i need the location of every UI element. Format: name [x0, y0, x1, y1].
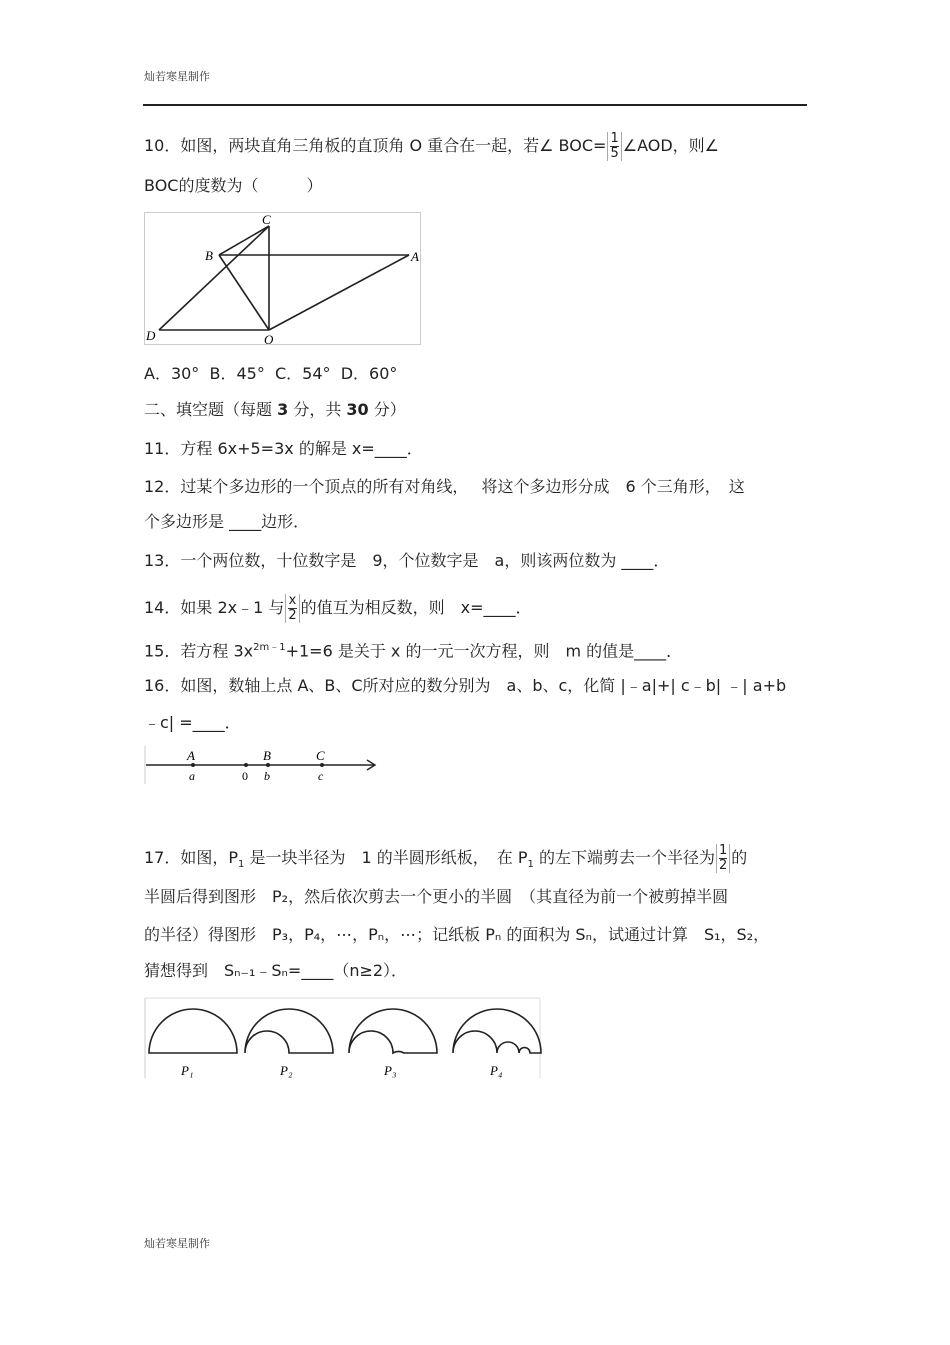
q14-frac-den: 2 — [288, 608, 297, 623]
label-p2: P₂ — [280, 1063, 293, 1078]
q17-frac-num: 1 — [718, 843, 728, 858]
point-a — [191, 763, 195, 767]
section-2-total: 30 — [346, 400, 369, 419]
q14 — [144, 594, 532, 623]
q10-line1 — [144, 132, 719, 161]
q10-line2: BOC的度数为（ ） — [144, 176, 323, 195]
q17-l1c: 的左下端剪去一个半径为 — [533, 848, 715, 867]
q16-line2: ﹣c| =____． — [144, 713, 241, 732]
label-p3: P₃ — [384, 1063, 397, 1078]
q17-semicircle-figures — [144, 996, 542, 1080]
shape-p1 — [149, 1009, 237, 1053]
point-c — [320, 763, 324, 767]
segment-cd — [159, 226, 269, 330]
q12-line1: 12．过某个多边形的一个顶点的所有对角线， 将这个多边形分成 6 个三角形， 这 — [144, 477, 745, 496]
q10-options: A．30° B．45° C．54° D．60° — [144, 364, 398, 383]
shape-p4 — [453, 1009, 541, 1053]
q17-l1d: 的 — [731, 848, 748, 867]
q17-fraction — [716, 844, 730, 873]
q10-fraction — [607, 132, 621, 161]
point-origin — [244, 763, 248, 767]
q10-triangle-figure — [144, 212, 422, 346]
q10-text-b: ∠AOD，则∠ — [622, 136, 719, 155]
q11: 11．方程 6x+5=3x 的解是 x=____． — [144, 439, 423, 458]
label-a-lower: a — [189, 769, 195, 783]
section-2-a: 二、填空题（每题 — [144, 400, 278, 419]
label-d: D — [146, 328, 156, 343]
point-b — [266, 763, 270, 767]
section-2-points: 3 — [277, 400, 289, 419]
label-c: C — [262, 212, 271, 227]
q15-exponent: 2m﹣1 — [253, 642, 286, 653]
q16-line1: 16．如图，数轴上点 A、B、C所对应的数分别为 a、b、c，化简 |﹣a|+| c﹣b| ﹣| a+b — [144, 676, 787, 695]
label-b: B — [205, 248, 213, 263]
q13: 13．一个两位数，十位数字是 9，个位数字是 a，则该两位数为 ____． — [144, 551, 670, 570]
q17-frac-den: 2 — [718, 858, 728, 873]
label-zero: 0 — [242, 769, 248, 783]
label-p4: P₄ — [490, 1063, 503, 1078]
q10-text-a: 10．如图，两块直角三角板的直顶角 O 重合在一起，若∠ BOC= — [144, 136, 607, 155]
q17-line3: 的半径）得图形 P₃，P₄，⋯，Pₙ，⋯；记纸板 Pₙ 的面积为 Sₙ，试通过计算 S₁，S₂， — [144, 925, 770, 944]
q12-line2: 个多边形是 ____边形． — [144, 512, 310, 531]
label-c-upper: C — [316, 748, 325, 763]
q15-a: 15．若方程 3x — [144, 641, 254, 661]
q17-l1a: 17．如图，P — [144, 848, 239, 867]
q15-b: +1=6 是关于 x 的一元一次方程，则 m 的值是____． — [285, 641, 683, 661]
shape-p2 — [245, 1009, 333, 1053]
q10-frac-den: 5 — [610, 146, 619, 161]
page-footer: 灿若寒星制作 — [144, 1237, 210, 1250]
q17-sub1: 1 — [238, 859, 245, 871]
q14-a: 14．如果 2x﹣1 与 — [144, 598, 285, 617]
segment-ao — [269, 255, 409, 330]
label-a-upper: A — [187, 748, 195, 763]
label-o: O — [264, 332, 274, 346]
q15 — [144, 638, 682, 661]
label-b-upper: B — [263, 748, 271, 763]
q16-number-line — [144, 744, 380, 786]
label-a: A — [411, 249, 419, 264]
q14-b: 的值互为相反数，则 x=____． — [300, 598, 532, 617]
shape-p3 — [349, 1009, 437, 1053]
q17-line2: 半圆后得到图形 P₂，然后依次剪去一个更小的半圆 （其直径为前一个被剪掉半圆 — [144, 887, 729, 906]
label-p1: P₁ — [181, 1063, 194, 1078]
section-2-heading — [144, 400, 406, 420]
header-rule — [143, 104, 807, 106]
section-2-c: 分，共 — [288, 400, 347, 419]
label-c-lower: c — [318, 769, 324, 783]
label-b-lower: b — [264, 769, 270, 783]
page-header: 灿若寒星制作 — [144, 70, 210, 83]
q14-fraction — [285, 594, 299, 623]
q17-line4: 猜想得到 Sₙ₋₁﹣Sₙ=____（n≥2）． — [144, 961, 408, 980]
q10-frac-num: 1 — [610, 131, 619, 146]
figure-frame — [145, 213, 421, 345]
section-2-e: 分） — [368, 400, 406, 419]
q17-sub2: 1 — [527, 859, 534, 871]
q17-l1b: 是一块半径为 1 的半圆形纸板， 在 P — [244, 848, 528, 867]
q14-frac-num: x — [288, 593, 297, 608]
q17-line1 — [144, 844, 747, 875]
